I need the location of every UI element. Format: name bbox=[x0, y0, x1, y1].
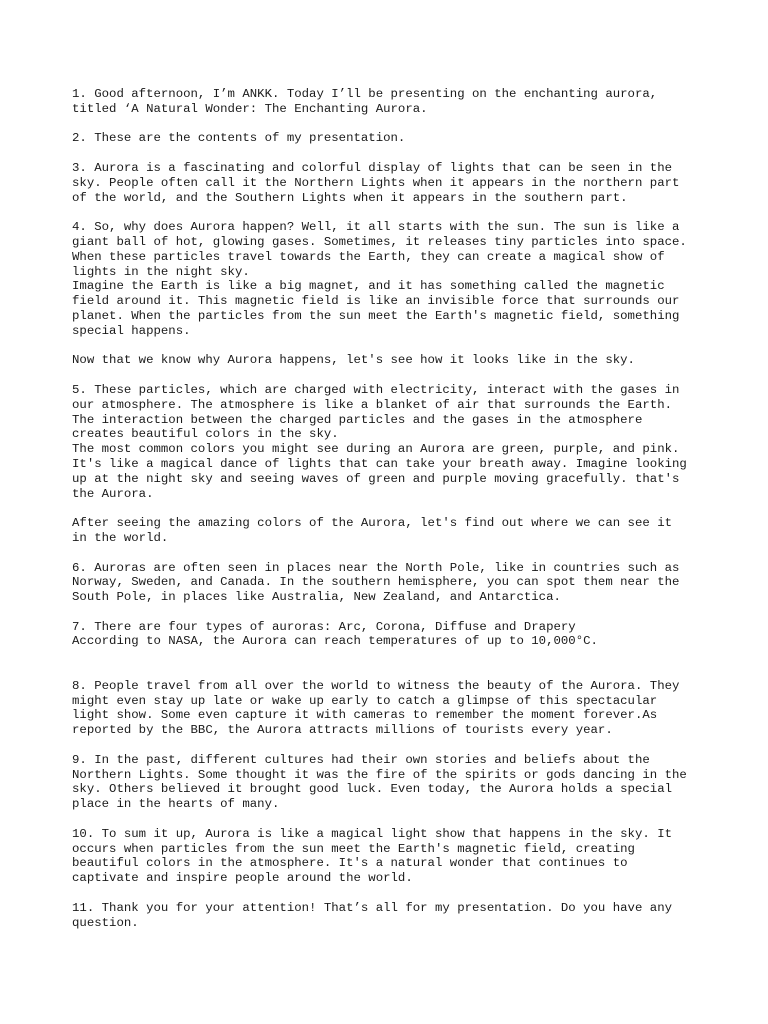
text-line: 10. To sum it up, Aurora is like a magical light show that happens in the sky. It bbox=[72, 826, 673, 841]
text-line: sky. People often call it the Northern Lights when it appears in the northern part bbox=[72, 175, 680, 190]
text-line: 5. These particles, which are charged with electricity, interact with the gases in bbox=[72, 382, 680, 397]
paragraph bbox=[72, 383, 712, 501]
text-line: up at the night sky and seeing waves of green and purple moving gracefully. that's bbox=[72, 471, 680, 486]
text-line: occurs when particles from the sun meet the Earth's magnetic field, creating bbox=[72, 841, 635, 856]
text-line: field around it. This magnetic field is like an invisible force that surrounds our bbox=[72, 294, 680, 309]
text-line: giant ball of hot, glowing gases. Sometimes, it releases tiny particles into space. bbox=[72, 234, 687, 249]
text-line: reported by the BBC, the Aurora attracts millions of tourists every year. bbox=[72, 723, 613, 738]
text-line: light show. Some even capture it with cameras to remember the moment forever.As bbox=[72, 708, 658, 723]
paragraph bbox=[72, 220, 712, 338]
document-body bbox=[72, 87, 712, 945]
text-line: our atmosphere. The atmosphere is like a blanket of air that surrounds the Earth. bbox=[72, 397, 673, 412]
text-line: Now that we know why Aurora happens, let's see how it looks like in the sky. bbox=[72, 353, 635, 368]
paragraph bbox=[72, 516, 712, 546]
text-line: 6. Auroras are often seen in places near the North Pole, like in countries such as bbox=[72, 560, 680, 575]
text-line: titled ‘A Natural Wonder: The Enchanting Aurora. bbox=[72, 101, 428, 116]
paragraph bbox=[72, 561, 712, 605]
text-line: lights in the night sky. bbox=[72, 264, 250, 279]
paragraph bbox=[72, 679, 712, 738]
text-line: place in the hearts of many. bbox=[72, 797, 280, 812]
text-line: Imagine the Earth is like a big magnet, and it has something called the magnetic bbox=[72, 279, 665, 294]
text-line: 8. People travel from all over the world to witness the beauty of the Aurora. They bbox=[72, 678, 680, 693]
text-line: According to NASA, the Aurora can reach temperatures of up to 10,000°C. bbox=[72, 634, 598, 649]
paragraph bbox=[72, 620, 712, 650]
text-line: After seeing the amazing colors of the Aurora, let's find out where we can see it bbox=[72, 516, 673, 531]
text-line: It's like a magical dance of lights that can take your breath away. Imagine looking bbox=[72, 456, 687, 471]
text-line: 2. These are the contents of my presentation. bbox=[72, 131, 406, 146]
text-line: sky. Others believed it brought good luck. Even today, the Aurora holds a special bbox=[72, 782, 673, 797]
text-line: The most common colors you might see during an Aurora are green, purple, and pink. bbox=[72, 442, 680, 457]
text-line: 7. There are four types of auroras: Arc, Corona, Diffuse and Drapery bbox=[72, 619, 576, 634]
text-line: might even stay up late or wake up early to catch a glimpse of this spectacular bbox=[72, 693, 658, 708]
paragraph bbox=[72, 901, 712, 931]
paragraph bbox=[72, 161, 712, 205]
text-line: of the world, and the Southern Lights when it appears in the southern part. bbox=[72, 190, 628, 205]
text-line: 11. Thank you for your attention! That’s all for my presentation. Do you have any bbox=[72, 900, 673, 915]
text-line: 3. Aurora is a fascinating and colorful display of lights that can be seen in the bbox=[72, 160, 673, 175]
text-line: The interaction between the charged particles and the gases in the atmosphere bbox=[72, 412, 643, 427]
text-line: in the world. bbox=[72, 530, 169, 545]
paragraph bbox=[72, 131, 712, 146]
text-line: special happens. bbox=[72, 323, 191, 338]
text-line: 4. So, why does Aurora happen? Well, it all starts with the sun. The sun is like a bbox=[72, 220, 680, 235]
text-line: 1. Good afternoon, I’m ANKK. Today I’ll be presenting on the enchanting aurora, bbox=[72, 87, 658, 101]
text-line: Norway, Sweden, and Canada. In the southern hemisphere, you can spot them near the bbox=[72, 575, 680, 590]
paragraph bbox=[72, 87, 712, 117]
text-line: 9. In the past, different cultures had their own stories and beliefs about the bbox=[72, 752, 650, 767]
text-line: beautiful colors in the atmosphere. It's a natural wonder that continues to bbox=[72, 856, 628, 871]
text-line: When these particles travel towards the Earth, they can create a magical show of bbox=[72, 249, 665, 264]
text-line: the Aurora. bbox=[72, 486, 154, 501]
text-line: question. bbox=[72, 915, 139, 930]
paragraph bbox=[72, 827, 712, 886]
text-line: creates beautiful colors in the sky. bbox=[72, 427, 339, 442]
paragraph bbox=[72, 753, 712, 812]
text-line: South Pole, in places like Australia, New Zealand, and Antarctica. bbox=[72, 590, 561, 605]
text-line: Northern Lights. Some thought it was the fire of the spirits or gods dancing in the bbox=[72, 767, 687, 782]
text-line: captivate and inspire people around the world. bbox=[72, 871, 413, 886]
text-line: planet. When the particles from the sun meet the Earth's magnetic field, something bbox=[72, 308, 680, 323]
paragraph bbox=[72, 353, 712, 368]
